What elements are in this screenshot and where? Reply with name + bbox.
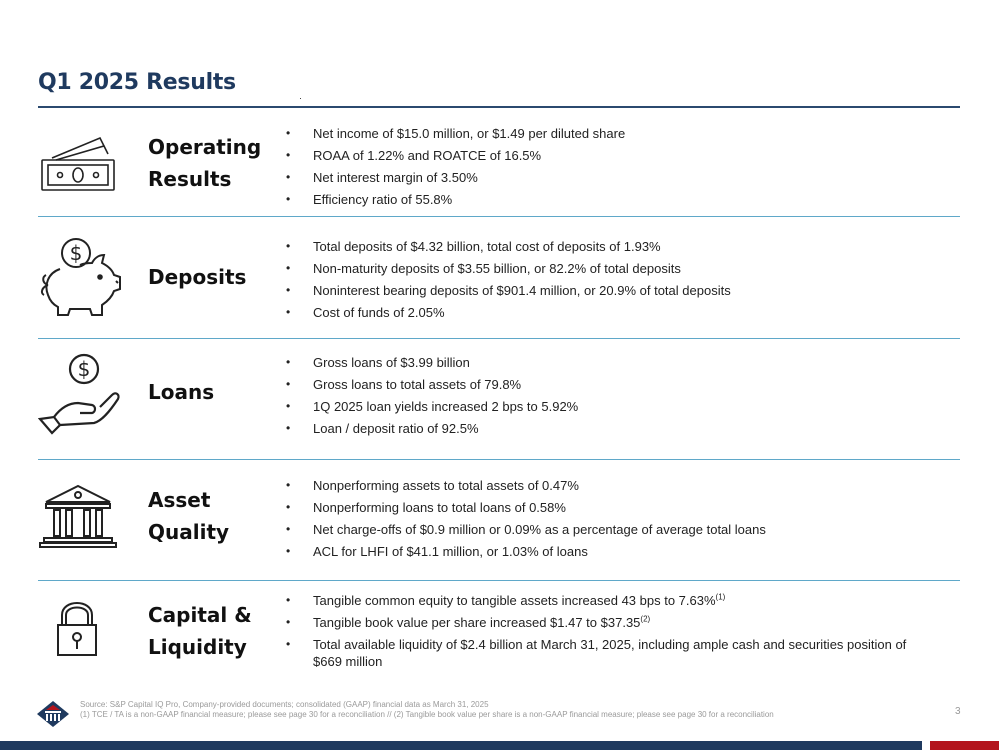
list-item: • Net charge-offs of $0.9 million or 0.09% as a percentage of average total loans	[286, 521, 933, 538]
heading-line: Loans	[148, 380, 215, 404]
bullet-list	[286, 354, 933, 442]
list-item: • Nonperforming loans to total loans of 0.58%	[286, 499, 933, 516]
section-operating-results	[38, 108, 960, 217]
svg-text:$: $	[77, 357, 91, 381]
list-item: • Nonperforming assets to total assets of 0.47%	[286, 477, 933, 494]
section-heading	[148, 599, 252, 663]
heading-line: Capital &	[148, 603, 252, 627]
heading-line: Operating	[148, 135, 262, 159]
list-item: • Net income of $15.0 million, or $1.49 per diluted share	[286, 125, 933, 142]
list-item	[286, 614, 933, 631]
list-item: • Total available liquidity of $2.4 billion at March 31, 2025, including ample cash and securities position of $669 million	[286, 636, 933, 670]
section-heading	[148, 484, 229, 548]
stray-dot	[300, 98, 301, 99]
footnote-mark: (1)	[715, 592, 726, 602]
piggy-bank-icon	[38, 233, 128, 319]
list-item: • ACL for LHFI of $41.1 million, or 1.03% of loans	[286, 543, 933, 560]
section-loans	[38, 339, 960, 460]
footer-source: Source: S&P Capital IQ Pro, Company-provided documents; consolidated (GAAP) financial data as March 31, 2025	[80, 700, 489, 709]
company-logo-icon	[36, 700, 70, 733]
svg-text:$: $	[69, 241, 83, 265]
footer-notes	[80, 700, 910, 720]
bullet-list	[286, 125, 933, 213]
heading-line: Deposits	[148, 265, 247, 289]
bottom-bar	[0, 741, 922, 750]
footer-footnotes: (1) TCE / TA is a non-GAAP financial measure; please see page 30 for a reconciliation // (2) Tangible book value per share is a non-GAAP financial measure; please see page 30 for a reconciliation	[80, 710, 774, 719]
list-item: • Gross loans of $3.99 billion	[286, 354, 933, 371]
bank-building-icon	[38, 482, 128, 548]
list-item: • Efficiency ratio of 55.8%	[286, 191, 933, 208]
bullet-text: Tangible book value per share increased $1.47 to $37.35	[313, 615, 641, 630]
bullet-list	[286, 477, 933, 565]
section-capital-liquidity	[38, 581, 960, 681]
cash-icon	[38, 134, 128, 194]
list-item: • ROAA of 1.22% and ROATCE of 16.5%	[286, 147, 933, 164]
heading-line: Liquidity	[148, 635, 247, 659]
section-heading	[148, 376, 214, 408]
padlock-icon	[38, 599, 128, 661]
bottom-accent-bar	[930, 741, 999, 750]
bullet-list	[286, 592, 933, 675]
list-item: • Noninterest bearing deposits of $901.4 million, or 20.9% of total deposits	[286, 282, 933, 299]
hand-coin-icon	[38, 351, 128, 437]
page-number: 3	[955, 706, 961, 717]
list-item: • Net interest margin of 3.50%	[286, 169, 933, 186]
list-item: • Gross loans to total assets of 79.8%	[286, 376, 933, 393]
section-heading	[148, 261, 246, 293]
section-asset-quality	[38, 460, 960, 581]
list-item: • Cost of funds of 2.05%	[286, 304, 933, 321]
heading-line: Results	[148, 167, 232, 191]
footnote-mark: (2)	[640, 614, 651, 624]
list-item	[286, 592, 933, 609]
section-heading	[148, 131, 261, 195]
section-deposits	[38, 217, 960, 339]
list-item: • Total deposits of $4.32 billion, total cost of deposits of 1.93%	[286, 238, 933, 255]
bullet-list	[286, 238, 933, 326]
list-item: • Loan / deposit ratio of 92.5%	[286, 420, 933, 437]
heading-line: Asset	[148, 488, 211, 512]
list-item: • 1Q 2025 loan yields increased 2 bps to 5.92%	[286, 398, 933, 415]
list-item: • Non-maturity deposits of $3.55 billion, or 82.2% of total deposits	[286, 260, 933, 277]
page-title: Q1 2025 Results	[38, 70, 236, 95]
bullet-text: Tangible common equity to tangible assets increased 43 bps to 7.63%	[313, 593, 716, 608]
heading-line: Quality	[148, 520, 230, 544]
